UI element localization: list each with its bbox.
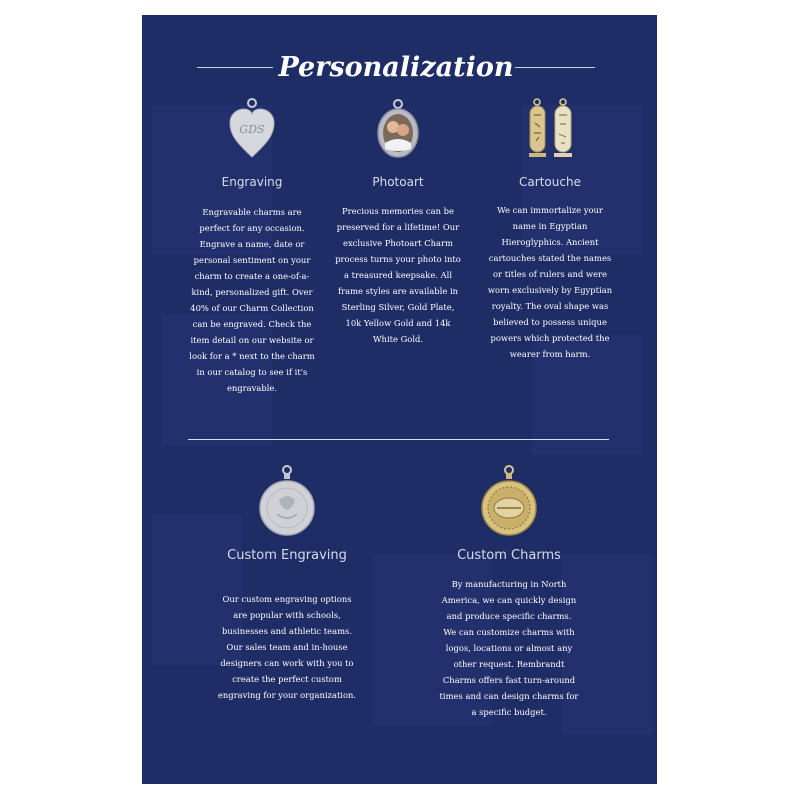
item-name: Photoart — [372, 175, 424, 189]
item-description: Engravable charms are perfect for any occasion. Engrave a name, date or personal sentiment on your charm to create a one-of-a- kind, personalized gift. Over 40% of our Charm Collection can be engraved. Check the item detail on our website or look for a * next to the charm in our catalog to see if it's engravable. — [189, 207, 315, 393]
cartouche-charm-icon — [475, 97, 625, 161]
heart-charm-icon — [182, 97, 322, 161]
item-description: By manufacturing in North America, we can quickly design and produce specific charms. We can customize charms with logos, locations or almost any other request. Rembrandt Charms offers fast turn-around times and can design charms for a specific budget. — [439, 579, 579, 717]
personalization-panel — [142, 15, 657, 784]
item-custom-engraving — [202, 464, 372, 703]
section-divider — [188, 439, 609, 440]
page-title: Personalization — [278, 52, 514, 83]
silver-disc-charm-icon — [202, 464, 372, 540]
item-name: Custom Charms — [457, 548, 561, 563]
photo-locket-charm-icon — [328, 97, 468, 161]
title-row — [197, 52, 595, 86]
svg-text:GDS: GDS — [239, 123, 265, 136]
item-name: Cartouche — [519, 175, 581, 189]
item-engraving — [182, 97, 322, 396]
gold-medal-charm-icon — [424, 464, 594, 540]
item-cartouche — [475, 97, 625, 362]
item-description: Precious memories can be preserved for a lifetime! Our exclusive Photoart Charm process turns your photo into a treasured keepsake. All frame styles are available in Sterling Silver, Gold Plate, 10k Yellow Gold and 14k White Gold. — [335, 206, 461, 344]
item-photoart — [328, 97, 468, 347]
item-name: Engraving — [221, 175, 283, 189]
item-name: Custom Engraving — [227, 548, 347, 563]
item-description: We can immortalize your name in Egyptian Hieroglyphics. Ancient cartouches stated the names or titles of rulers and were worn exclusively by Egyptian royalty. The oval shape was believed to possess unique powers which protected the wearer from harm. — [487, 205, 613, 359]
item-custom-charms — [424, 464, 594, 720]
item-description: Our custom engraving options are popular with schools, businesses and athletic teams. Our sales team and in-house designers can work with you to create the perfect custom engraving for your organization. — [217, 594, 357, 700]
